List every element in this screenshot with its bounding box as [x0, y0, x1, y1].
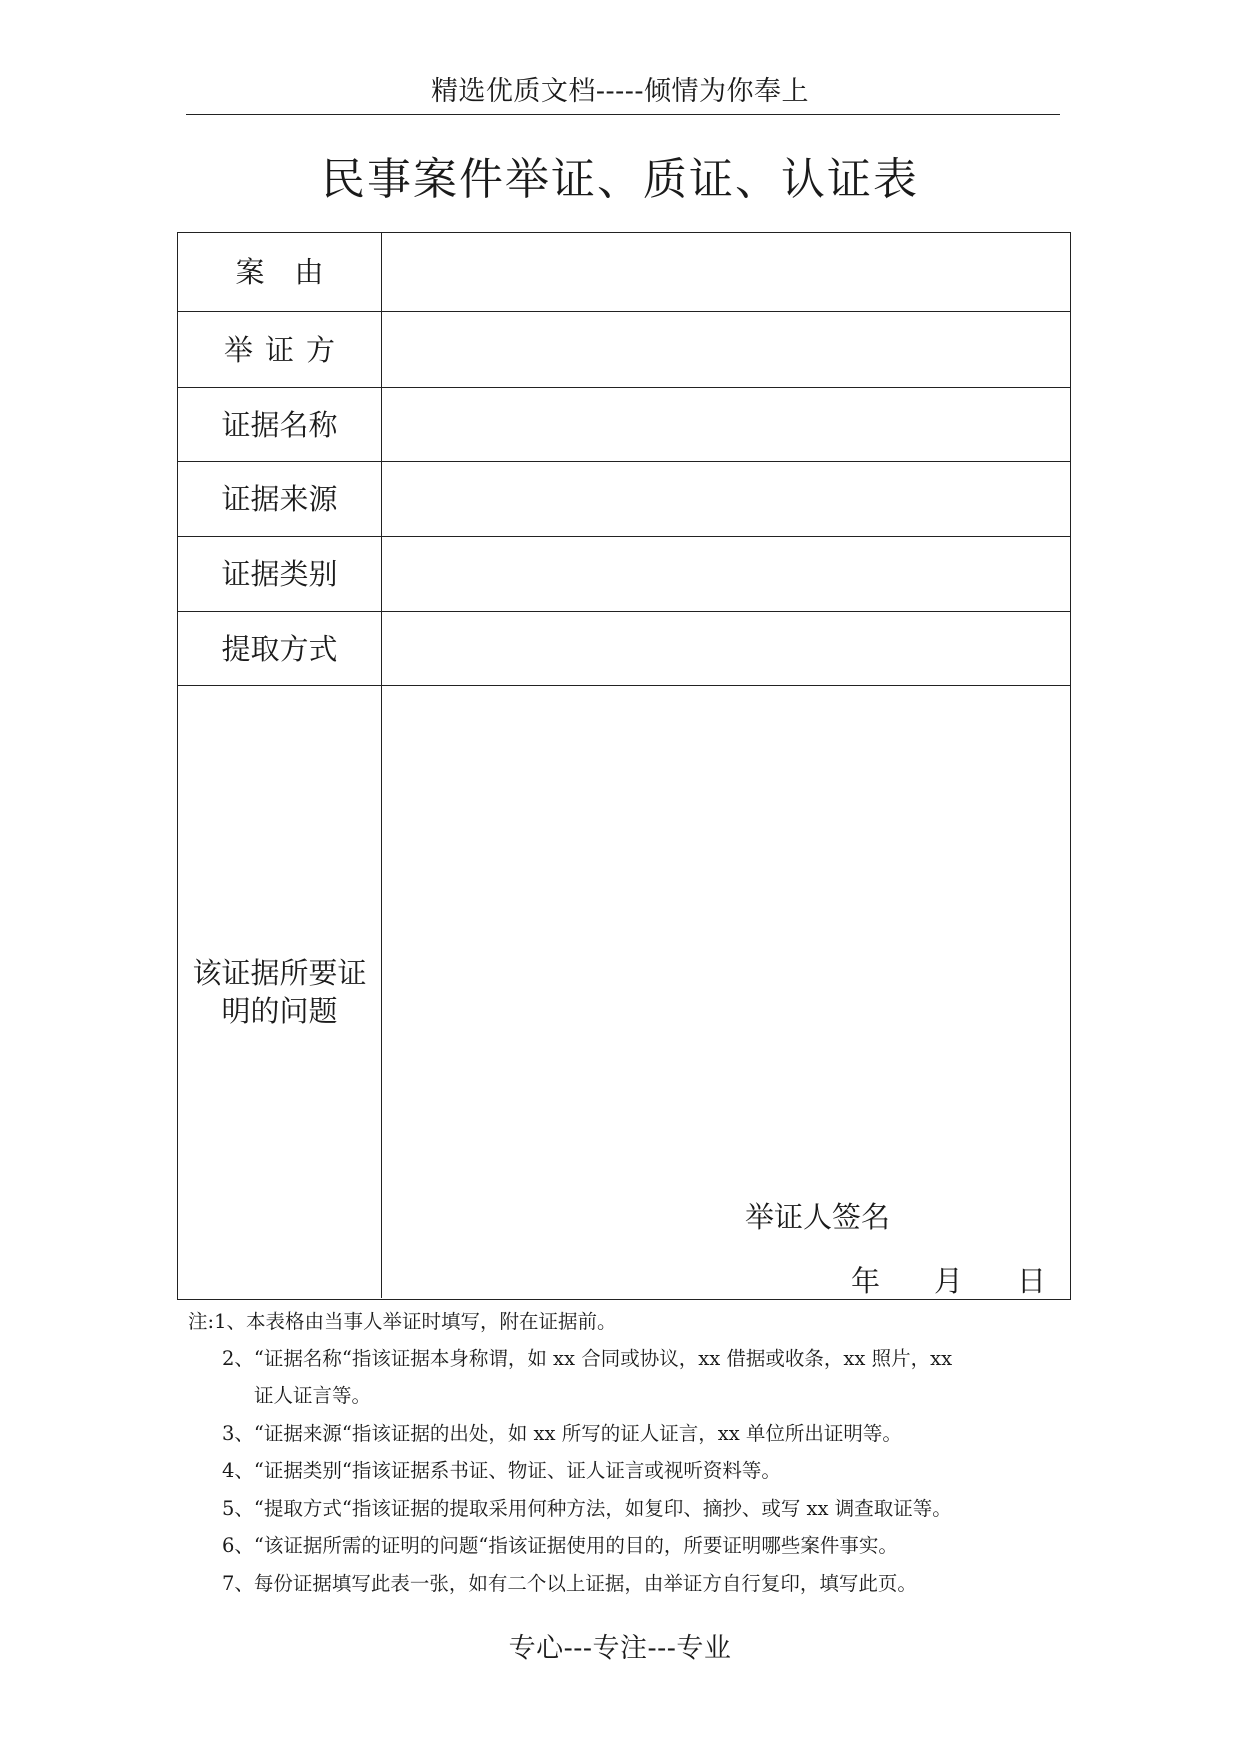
form-row-evidence-category	[178, 537, 1070, 612]
note-item-continuation: 证人证言等。	[254, 1384, 372, 1407]
form-field-evidence-name[interactable]	[382, 388, 1070, 461]
date-year-label: 年	[850, 1264, 880, 1298]
evidence-form-table	[177, 232, 1071, 1300]
form-row-proving-party	[178, 312, 1070, 388]
form-field-proving-party[interactable]	[382, 312, 1070, 387]
form-row-issue-to-prove	[178, 686, 1070, 1298]
document-title: 民事案件举证、质证、认证表	[321, 154, 919, 205]
form-label-evidence-name: 证据名称	[178, 388, 382, 461]
form-label-evidence-source: 证据来源	[178, 462, 382, 536]
form-label-issue-to-prove: 该证据所要证 明的问题	[178, 686, 382, 1298]
note-item: 3、“证据来源“指该证据的出处，如 xx 所写的证人证言，xx 单位所出证明等。	[222, 1422, 902, 1445]
form-field-issue-to-prove[interactable]	[382, 686, 1070, 1298]
note-item: 4、“证据类别“指该证据系书证、物证、证人证言或视听资料等。	[222, 1459, 781, 1482]
signature-date	[851, 1262, 1046, 1300]
form-field-evidence-category[interactable]	[382, 537, 1070, 611]
form-row-case-cause	[178, 233, 1070, 312]
note-item: 5、“提取方式“指该证据的提取采用何种方法，如复印、摘抄、或写 xx 调查取证等。	[222, 1497, 952, 1520]
date-month-label: 月	[933, 1264, 963, 1298]
note-item: 7、每份证据填写此表一张，如有二个以上证据，由举证方自行复印，填写此页。	[222, 1572, 917, 1595]
date-day-label: 日	[1016, 1264, 1046, 1298]
form-row-evidence-name	[178, 388, 1070, 462]
form-label-evidence-category: 证据类别	[178, 537, 382, 611]
form-row-evidence-source	[178, 462, 1070, 537]
form-field-evidence-source[interactable]	[382, 462, 1070, 536]
header-divider	[186, 114, 1060, 115]
signature-label: 举证人签名	[744, 1200, 890, 1234]
form-label-case-cause: 案由	[178, 233, 382, 311]
page-header: 精选优质文档-----倾情为你奉上	[430, 76, 810, 107]
note-item: 6、“该证据所需的证明的问题“指该证据使用的目的，所要证明哪些案件事实。	[222, 1534, 898, 1557]
note-item: 注:1、本表格由当事人举证时填写，附在证据前。	[188, 1310, 617, 1333]
form-field-case-cause[interactable]	[382, 233, 1070, 311]
form-label-proving-party: 举证方	[178, 312, 382, 387]
form-label-extraction-method: 提取方式	[178, 612, 382, 685]
note-item: 2、“证据名称“指该证据本身称谓，如 xx 合同或协议，xx 借据或收条，xx 照片，xx	[222, 1347, 953, 1370]
page-footer: 专心---专注---专业	[508, 1633, 732, 1664]
form-row-extraction-method	[178, 612, 1070, 686]
form-field-extraction-method[interactable]	[382, 612, 1070, 685]
